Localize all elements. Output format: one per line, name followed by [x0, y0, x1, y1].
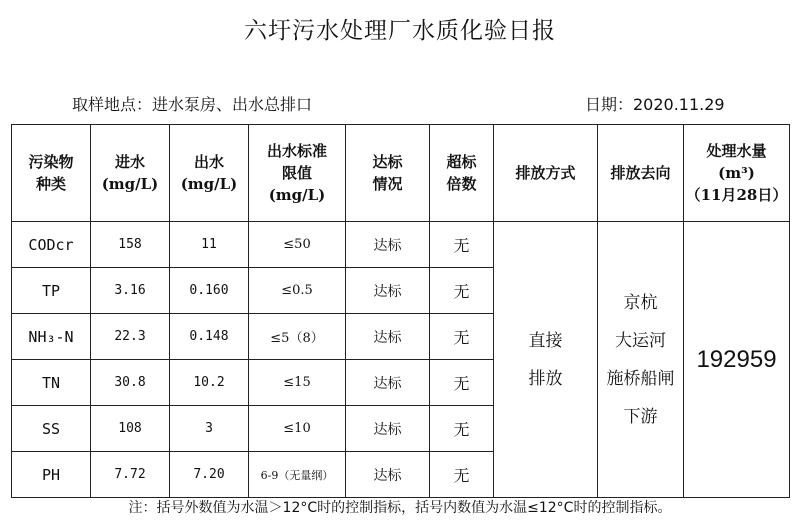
status-value: 达标 — [346, 268, 430, 314]
outflow-value: 0.160 — [170, 268, 249, 314]
table-row — [12, 222, 790, 268]
water-quality-table — [11, 124, 790, 498]
outflow-value: 0.148 — [170, 314, 249, 360]
pollutant-code: NH₃-N — [12, 314, 91, 360]
header-exceed: 超标 倍数 — [430, 125, 494, 222]
exceed-value: 无 — [430, 360, 494, 406]
outflow-value: 3 — [170, 406, 249, 452]
header-status: 达标 情况 — [346, 125, 430, 222]
exceed-value: 无 — [430, 268, 494, 314]
header-limit: 出水标准 限值 (mg/L) — [249, 125, 346, 222]
pollutant-code: TN — [12, 360, 91, 406]
inflow-value: 22.3 — [91, 314, 170, 360]
inflow-value: 7.72 — [91, 452, 170, 498]
report-title: 六圩污水处理厂水质化验日报 — [244, 18, 556, 44]
inflow-value: 3.16 — [91, 268, 170, 314]
inflow-value: 108 — [91, 406, 170, 452]
header-inflow: 进水 (mg/L) — [91, 125, 170, 222]
header-discharge-dest: 排放去向 — [598, 125, 684, 222]
exceed-value: 无 — [430, 452, 494, 498]
pollutant-code: SS — [12, 406, 91, 452]
header-volume: 处理水量 (m³) （11月28日） — [684, 125, 790, 222]
limit-value: ≤5（8） — [249, 314, 346, 360]
header-discharge-method: 排放方式 — [494, 125, 598, 222]
pollutant-code: CODcr — [12, 222, 91, 268]
exceed-value: 无 — [430, 314, 494, 360]
inflow-value: 158 — [91, 222, 170, 268]
discharge-dest-cell: 京杭 大运河 施桥船闸 下游 — [598, 222, 684, 498]
limit-value: ≤15 — [249, 360, 346, 406]
outflow-value: 10.2 — [170, 360, 249, 406]
treated-volume: 192959 — [684, 222, 790, 498]
status-value: 达标 — [346, 222, 430, 268]
inflow-value: 30.8 — [91, 360, 170, 406]
header-outflow: 出水 (mg/L) — [170, 125, 249, 222]
outflow-value: 11 — [170, 222, 249, 268]
limit-value: 6-9（无量纲） — [249, 452, 346, 498]
limit-value: ≤0.5 — [249, 268, 346, 314]
discharge-method-cell: 直接 排放 — [494, 222, 598, 498]
limit-value: ≤10 — [249, 406, 346, 452]
pollutant-code: TP — [12, 268, 91, 314]
sampling-location: 取样地点：进水泵房、出水总排口 — [72, 95, 313, 114]
exceed-value: 无 — [430, 222, 494, 268]
footnote: 注：括号外数值为水温＞12°C时的控制指标，括号内数值为水温≤12°C时的控制指标。 — [128, 500, 672, 516]
status-value: 达标 — [346, 452, 430, 498]
status-value: 达标 — [346, 406, 430, 452]
status-value: 达标 — [346, 360, 430, 406]
report-date: 日期：2020.11.29 — [585, 95, 725, 114]
table-header-row — [12, 125, 790, 222]
pollutant-code: PH — [12, 452, 91, 498]
outflow-value: 7.20 — [170, 452, 249, 498]
header-pollutant: 污染物 种类 — [12, 125, 91, 222]
exceed-value: 无 — [430, 406, 494, 452]
limit-value: ≤50 — [249, 222, 346, 268]
status-value: 达标 — [346, 314, 430, 360]
